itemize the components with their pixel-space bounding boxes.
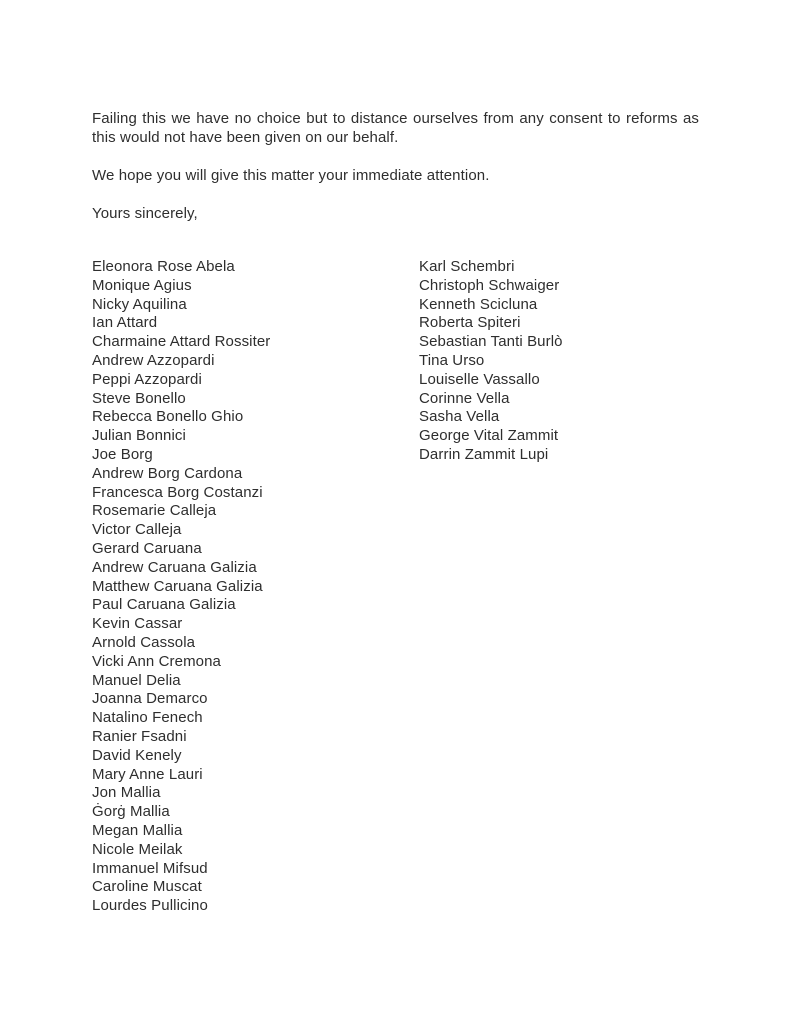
signatory-name: Immanuel Mifsud <box>92 859 208 877</box>
signatory-name: Eleonora Rose Abela <box>92 258 235 275</box>
signatory-name: Caroline Muscat <box>92 878 202 896</box>
signatory-name: Paul Caruana Galizia <box>92 596 236 614</box>
signatory-name: Karl Schembri <box>419 258 515 275</box>
signatory-name: Darrin Zammit Lupi <box>419 445 549 463</box>
signatory-name: Joe Borg <box>92 445 153 463</box>
signatory-name: Sasha Vella <box>419 408 500 426</box>
signatory-name: Peppi Azzopardi <box>92 370 202 388</box>
signatory-name: Matthew Caruana Galizia <box>92 577 263 595</box>
paragraph-distance-consent: Failing this we have no choice but to distance ourselves from any consent to reforms as this would not have been given on our behalf. <box>92 110 699 146</box>
signatories-list <box>92 258 699 916</box>
signatory-name: Julian Bonnici <box>92 427 186 445</box>
closing-yours-sincerely: Yours sincerely, <box>92 205 198 222</box>
signatory-name: Kevin Cassar <box>92 615 183 633</box>
signatory-name: George Vital Zammit <box>419 427 559 445</box>
paragraph-immediate-attention: We hope you will give this matter your immediate attention. <box>92 167 490 184</box>
signatory-name: Christoph Schwaiger <box>419 276 560 294</box>
signatory-name: Andrew Caruana Galizia <box>92 558 257 576</box>
signatory-name: Manuel Delia <box>92 671 181 689</box>
signatory-name: Ġorġ Mallia <box>92 803 170 821</box>
signatory-name: Roberta Spiteri <box>419 314 521 332</box>
signatory-name: Monique Agius <box>92 276 192 294</box>
signatory-name: Mary Anne Lauri <box>92 765 203 783</box>
signatory-name: Tina Urso <box>419 351 485 369</box>
signatories-column-right <box>419 258 699 916</box>
signatory-name: Corinne Vella <box>419 389 510 407</box>
signatory-name: Ian Attard <box>92 314 158 332</box>
signatory-name: Natalino Fenech <box>92 709 203 727</box>
signatory-name: Sebastian Tanti Burlò <box>419 333 563 351</box>
signatory-name: Ranier Fsadni <box>92 727 187 745</box>
signatory-name: Lourdes Pullicino <box>92 897 208 915</box>
signatory-name: Steve Bonello <box>92 389 186 407</box>
signatory-name: Rosemarie Calleja <box>92 502 217 520</box>
signatory-name: Megan Mallia <box>92 821 183 839</box>
signatory-name: Joanna Demarco <box>92 690 208 708</box>
signatory-name: Jon Mallia <box>92 784 161 802</box>
signatory-name: Francesca Borg Costanzi <box>92 483 263 501</box>
signatory-name: Nicky Aquilina <box>92 295 187 313</box>
signatory-name: Gerard Caruana <box>92 539 202 557</box>
signatory-name: Louiselle Vassallo <box>419 370 540 388</box>
signatory-name: Andrew Borg Cardona <box>92 464 243 482</box>
signatory-name: Andrew Azzopardi <box>92 351 215 369</box>
signatory-name: Nicole Meilak <box>92 840 183 858</box>
signatory-name: Kenneth Scicluna <box>419 295 538 313</box>
signatory-name: Charmaine Attard Rossiter <box>92 333 271 351</box>
signatory-name: Rebecca Bonello Ghio <box>92 408 244 426</box>
signatory-name: Vicki Ann Cremona <box>92 652 221 670</box>
signatories-column-left <box>92 258 419 916</box>
signatory-name: Victor Calleja <box>92 521 182 539</box>
signatory-name: David Kenely <box>92 746 182 764</box>
signatory-name: Arnold Cassola <box>92 633 196 651</box>
